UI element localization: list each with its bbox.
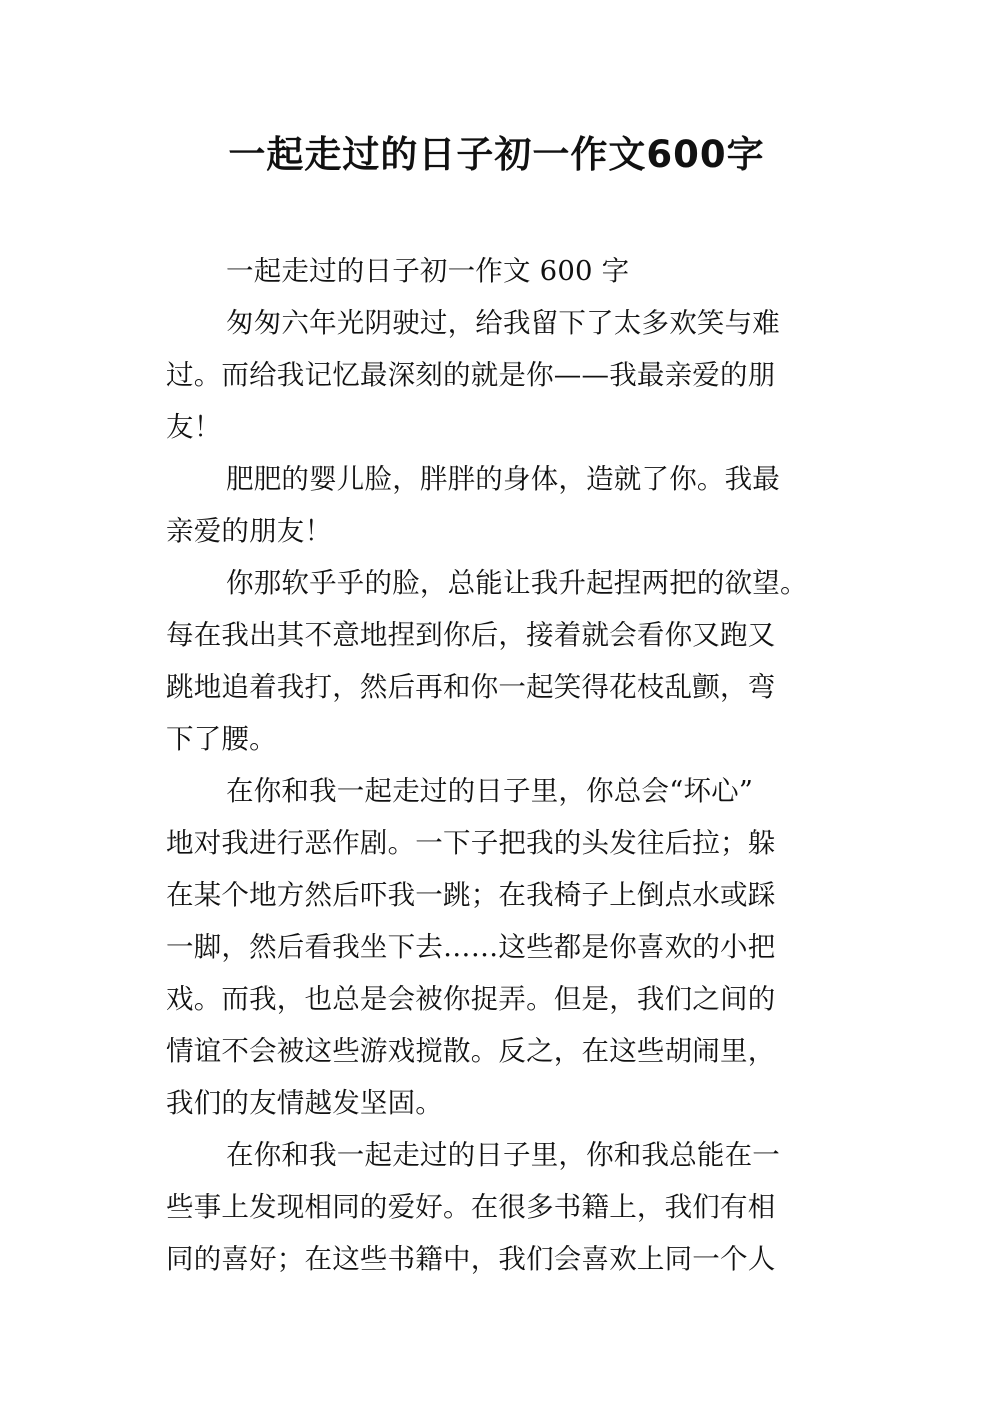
text-line: 肥肥的婴儿脸，胖胖的身体，造就了你。我最 [226,463,780,495]
paragraph-4 [166,557,846,765]
text-line: 情谊不会被这些游戏搅散。反之，在这些胡闹里， [166,1035,776,1067]
text-line: 地对我进行恶作剧。一下子把我的头发往后拉；躲 [166,827,776,859]
text-line: 在你和我一起走过的日子里，你总会“坏心” [226,775,754,807]
paragraph-1 [166,245,846,297]
text-line: 我们的友情越发坚固。 [166,1087,443,1119]
text-line: 亲爱的朋友！ [166,515,333,547]
paragraph-6 [166,1129,846,1285]
text-line: 些事上发现相同的爱好。在很多书籍上，我们有相 [166,1191,776,1223]
text-line: 戏。而我，也总是会被你捉弄。但是，我们之间的 [166,983,776,1015]
text-line: 同的喜好；在这些书籍中，我们会喜欢上同一个人 [166,1243,776,1275]
text-line: 一起走过的日子初一作文 600 字 [226,255,630,287]
text-line: 每在我出其不意地捏到你后，接着就会看你又跑又 [166,619,776,651]
text-line: 过。而给我记忆最深刻的就是你——我最亲爱的朋 [166,359,776,391]
text-line: 在你和我一起走过的日子里，你和我总能在一 [226,1139,780,1171]
paragraph-5 [166,765,846,1129]
text-line: 匆匆六年光阴驶过，给我留下了太多欢笑与难 [226,307,780,339]
document-body [166,245,846,1285]
paragraph-3 [166,453,846,557]
paragraph-2 [166,297,846,453]
text-line: 一脚，然后看我坐下去……这些都是你喜欢的小把 [166,931,776,963]
document-title: 一起走过的日子初一作文600字 [228,133,765,176]
text-line: 在某个地方然后吓我一跳；在我椅子上倒点水或踩 [166,879,776,911]
text-line: 跳地追着我打，然后再和你一起笑得花枝乱颤，弯 [166,671,776,703]
text-line: 下了腰。 [166,723,277,755]
text-line: 友！ [166,411,222,443]
text-line: 你那软乎乎的脸，总能让我升起捏两把的欲望。 [226,567,808,599]
